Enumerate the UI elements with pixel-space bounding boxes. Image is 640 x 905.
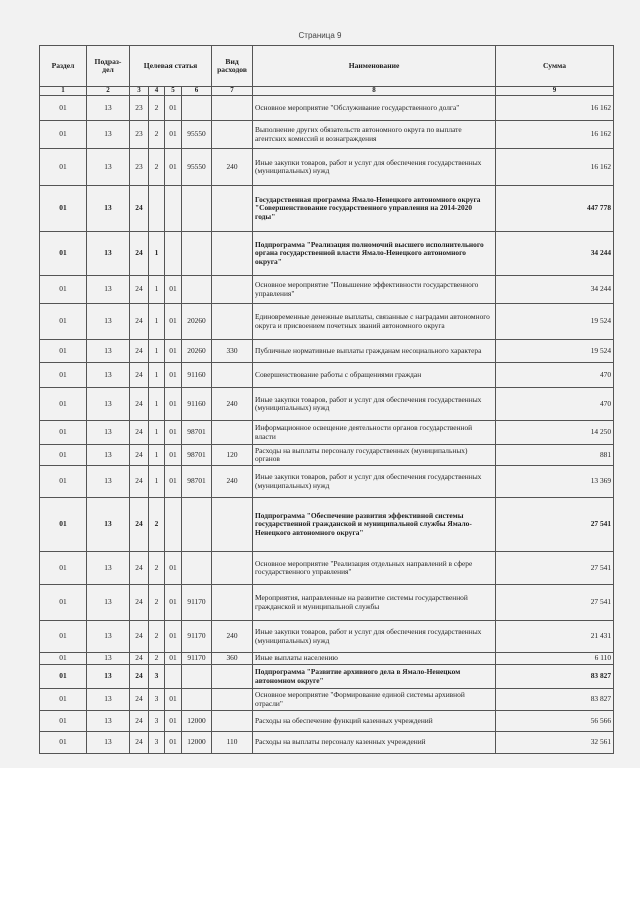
summa-cell: 19 524 bbox=[496, 340, 614, 363]
vid-raskhodov-cell bbox=[212, 585, 253, 621]
tselevaya-part4-cell: 98701 bbox=[182, 466, 212, 498]
tselevaya-part2-cell: 2 bbox=[149, 96, 165, 121]
tselevaya-part4-cell: 12000 bbox=[182, 711, 212, 732]
tselevaya-part2-cell: 2 bbox=[149, 621, 165, 653]
tselevaya-part3-cell: 01 bbox=[165, 445, 182, 466]
tselevaya-part3-cell: 01 bbox=[165, 732, 182, 754]
tselevaya-part1-cell: 24 bbox=[130, 466, 149, 498]
table-row bbox=[40, 621, 614, 653]
tselevaya-part2-cell: 3 bbox=[149, 689, 165, 711]
tselevaya-part3-cell: 01 bbox=[165, 552, 182, 585]
table-row bbox=[40, 232, 614, 276]
summa-cell: 19 524 bbox=[496, 304, 614, 340]
razdel-cell: 01 bbox=[40, 96, 87, 121]
tselevaya-part1-cell: 24 bbox=[130, 498, 149, 552]
tselevaya-part1-cell: 24 bbox=[130, 665, 149, 689]
tselevaya-part3-cell: 01 bbox=[165, 421, 182, 445]
tselevaya-part2-cell: 1 bbox=[149, 363, 165, 388]
vid-raskhodov-cell: 240 bbox=[212, 466, 253, 498]
vid-raskhodov-cell bbox=[212, 121, 253, 149]
vid-raskhodov-cell bbox=[212, 421, 253, 445]
tselevaya-part3-cell: 01 bbox=[165, 711, 182, 732]
razdel-cell: 01 bbox=[40, 445, 87, 466]
naimenovanie-cell: Основное мероприятие "Реализация отдельных направлений в сфере государственного управления" bbox=[253, 552, 496, 585]
naimenovanie-cell: Мероприятия, направленные на развитие системы государственной гражданской и муниципальной службы bbox=[253, 585, 496, 621]
table-row bbox=[40, 585, 614, 621]
table-row bbox=[40, 363, 614, 388]
tselevaya-part1-cell: 24 bbox=[130, 689, 149, 711]
vid-raskhodov-cell bbox=[212, 304, 253, 340]
vid-raskhodov-cell bbox=[212, 232, 253, 276]
tselevaya-part2-cell: 3 bbox=[149, 711, 165, 732]
podrazdel-cell: 13 bbox=[87, 121, 130, 149]
tselevaya-part3-cell: 01 bbox=[165, 689, 182, 711]
tselevaya-part2-cell: 1 bbox=[149, 466, 165, 498]
tselevaya-part1-cell: 24 bbox=[130, 621, 149, 653]
podrazdel-cell: 13 bbox=[87, 498, 130, 552]
column-number: 7 bbox=[212, 87, 253, 96]
tselevaya-part4-cell: 91160 bbox=[182, 363, 212, 388]
podrazdel-cell: 13 bbox=[87, 585, 130, 621]
column-number: 9 bbox=[496, 87, 614, 96]
summa-cell: 470 bbox=[496, 388, 614, 421]
razdel-cell: 01 bbox=[40, 363, 87, 388]
table-row bbox=[40, 689, 614, 711]
podrazdel-cell: 13 bbox=[87, 665, 130, 689]
naimenovanie-cell: Подпрограмма "Обеспечение развития эффективной системы государственной гражданской и муниципальной службы Ямало-Ненецкого автономного округа" bbox=[253, 498, 496, 552]
naimenovanie-cell: Единовременные денежные выплаты, связанные с наградами автономного округа и присвоением почетных званий автономного округа bbox=[253, 304, 496, 340]
tselevaya-part3-cell: 01 bbox=[165, 96, 182, 121]
tselevaya-part3-cell: 01 bbox=[165, 621, 182, 653]
header-razdel: Раздел bbox=[40, 46, 87, 87]
podrazdel-cell: 13 bbox=[87, 552, 130, 585]
razdel-cell: 01 bbox=[40, 621, 87, 653]
naimenovanie-cell: Расходы на обеспечение функций казенных учреждений bbox=[253, 711, 496, 732]
tselevaya-part4-cell bbox=[182, 276, 212, 304]
tselevaya-part3-cell: 01 bbox=[165, 121, 182, 149]
naimenovanie-cell: Государственная программа Ямало-Ненецкого автономного округа "Совершенствование государственного управления на 2014-2020 годы" bbox=[253, 186, 496, 232]
tselevaya-part1-cell: 24 bbox=[130, 711, 149, 732]
tselevaya-part2-cell: 3 bbox=[149, 665, 165, 689]
podrazdel-cell: 13 bbox=[87, 466, 130, 498]
tselevaya-part4-cell: 91170 bbox=[182, 653, 212, 665]
tselevaya-part2-cell bbox=[149, 186, 165, 232]
header-naimenovanie: Наименование bbox=[253, 46, 496, 87]
tselevaya-part4-cell: 98701 bbox=[182, 445, 212, 466]
razdel-cell: 01 bbox=[40, 732, 87, 754]
tselevaya-part2-cell: 2 bbox=[149, 149, 165, 186]
tselevaya-part3-cell: 01 bbox=[165, 388, 182, 421]
tselevaya-part1-cell: 24 bbox=[130, 421, 149, 445]
vid-raskhodov-cell: 240 bbox=[212, 621, 253, 653]
summa-cell: 83 827 bbox=[496, 665, 614, 689]
podrazdel-cell: 13 bbox=[87, 304, 130, 340]
razdel-cell: 01 bbox=[40, 552, 87, 585]
vid-raskhodov-cell bbox=[212, 552, 253, 585]
summa-cell: 83 827 bbox=[496, 689, 614, 711]
tselevaya-part3-cell: 01 bbox=[165, 585, 182, 621]
tselevaya-part2-cell: 1 bbox=[149, 276, 165, 304]
summa-cell: 56 566 bbox=[496, 711, 614, 732]
table-row bbox=[40, 653, 614, 665]
summa-cell: 16 162 bbox=[496, 121, 614, 149]
table-row bbox=[40, 340, 614, 363]
tselevaya-part2-cell: 1 bbox=[149, 232, 165, 276]
tselevaya-part1-cell: 23 bbox=[130, 149, 149, 186]
tselevaya-part4-cell bbox=[182, 96, 212, 121]
column-number: 3 bbox=[130, 87, 149, 96]
naimenovanie-cell: Основное мероприятие "Формирование единой системы архивной отрасли" bbox=[253, 689, 496, 711]
tselevaya-part2-cell: 2 bbox=[149, 121, 165, 149]
tselevaya-part1-cell: 24 bbox=[130, 388, 149, 421]
table-row bbox=[40, 498, 614, 552]
tselevaya-part3-cell: 01 bbox=[165, 149, 182, 186]
summa-cell: 470 bbox=[496, 363, 614, 388]
razdel-cell: 01 bbox=[40, 689, 87, 711]
tselevaya-part3-cell: 01 bbox=[165, 653, 182, 665]
summa-cell: 16 162 bbox=[496, 149, 614, 186]
razdel-cell: 01 bbox=[40, 466, 87, 498]
tselevaya-part1-cell: 24 bbox=[130, 445, 149, 466]
vid-raskhodov-cell bbox=[212, 363, 253, 388]
vid-raskhodov-cell bbox=[212, 689, 253, 711]
tselevaya-part4-cell: 98701 bbox=[182, 421, 212, 445]
summa-cell: 34 244 bbox=[496, 276, 614, 304]
tselevaya-part2-cell: 3 bbox=[149, 732, 165, 754]
tselevaya-part2-cell: 2 bbox=[149, 552, 165, 585]
tselevaya-part2-cell: 2 bbox=[149, 653, 165, 665]
razdel-cell: 01 bbox=[40, 304, 87, 340]
tselevaya-part1-cell: 24 bbox=[130, 552, 149, 585]
summa-cell: 34 244 bbox=[496, 232, 614, 276]
tselevaya-part4-cell bbox=[182, 665, 212, 689]
column-number: 1 bbox=[40, 87, 87, 96]
column-number: 6 bbox=[182, 87, 212, 96]
podrazdel-cell: 13 bbox=[87, 96, 130, 121]
vid-raskhodov-cell: 330 bbox=[212, 340, 253, 363]
tselevaya-part4-cell bbox=[182, 186, 212, 232]
tselevaya-part2-cell: 1 bbox=[149, 340, 165, 363]
vid-raskhodov-cell bbox=[212, 96, 253, 121]
tselevaya-part2-cell: 1 bbox=[149, 421, 165, 445]
summa-cell: 27 541 bbox=[496, 552, 614, 585]
tselevaya-part3-cell bbox=[165, 232, 182, 276]
podrazdel-cell: 13 bbox=[87, 363, 130, 388]
header-tselevaya-statya: Целевая статья bbox=[130, 46, 212, 87]
summa-cell: 16 162 bbox=[496, 96, 614, 121]
razdel-cell: 01 bbox=[40, 498, 87, 552]
tselevaya-part4-cell: 95550 bbox=[182, 149, 212, 186]
podrazdel-cell: 13 bbox=[87, 421, 130, 445]
table-row bbox=[40, 149, 614, 186]
naimenovanie-cell: Расходы на выплаты персоналу казенных учреждений bbox=[253, 732, 496, 754]
tselevaya-part1-cell: 23 bbox=[130, 121, 149, 149]
header-podrazdel: Подраз-дел bbox=[87, 46, 130, 87]
column-number-row bbox=[40, 87, 614, 96]
podrazdel-cell: 13 bbox=[87, 340, 130, 363]
table-row bbox=[40, 121, 614, 149]
naimenovanie-cell: Расходы на выплаты персоналу государственных (муниципальных) органов bbox=[253, 445, 496, 466]
summa-cell: 13 369 bbox=[496, 466, 614, 498]
tselevaya-part3-cell: 01 bbox=[165, 363, 182, 388]
header-summa: Сумма bbox=[496, 46, 614, 87]
podrazdel-cell: 13 bbox=[87, 711, 130, 732]
tselevaya-part3-cell: 01 bbox=[165, 340, 182, 363]
naimenovanie-cell: Основное мероприятие "Повышение эффективности государственного управления" bbox=[253, 276, 496, 304]
razdel-cell: 01 bbox=[40, 186, 87, 232]
tselevaya-part2-cell: 1 bbox=[149, 388, 165, 421]
tselevaya-part4-cell: 91170 bbox=[182, 621, 212, 653]
table-row bbox=[40, 186, 614, 232]
tselevaya-part1-cell: 24 bbox=[130, 304, 149, 340]
summa-cell: 6 110 bbox=[496, 653, 614, 665]
naimenovanie-cell: Основное мероприятие "Обслуживание государственного долга" bbox=[253, 96, 496, 121]
summa-cell: 32 561 bbox=[496, 732, 614, 754]
tselevaya-part1-cell: 24 bbox=[130, 276, 149, 304]
podrazdel-cell: 13 bbox=[87, 445, 130, 466]
tselevaya-part3-cell: 01 bbox=[165, 276, 182, 304]
tselevaya-part3-cell bbox=[165, 498, 182, 552]
page-number: Страница 9 bbox=[298, 31, 342, 40]
naimenovanie-cell: Иные закупки товаров, работ и услуг для обеспечения государственных (муниципальных) нужд bbox=[253, 621, 496, 653]
vid-raskhodov-cell: 360 bbox=[212, 653, 253, 665]
razdel-cell: 01 bbox=[40, 149, 87, 186]
table-row bbox=[40, 304, 614, 340]
razdel-cell: 01 bbox=[40, 121, 87, 149]
podrazdel-cell: 13 bbox=[87, 653, 130, 665]
budget-table bbox=[39, 45, 614, 754]
razdel-cell: 01 bbox=[40, 711, 87, 732]
table-row bbox=[40, 96, 614, 121]
tselevaya-part4-cell bbox=[182, 498, 212, 552]
tselevaya-part4-cell bbox=[182, 689, 212, 711]
razdel-cell: 01 bbox=[40, 653, 87, 665]
tselevaya-part4-cell: 91170 bbox=[182, 585, 212, 621]
tselevaya-part1-cell: 24 bbox=[130, 732, 149, 754]
tselevaya-part4-cell: 20260 bbox=[182, 340, 212, 363]
tselevaya-part2-cell: 1 bbox=[149, 445, 165, 466]
tselevaya-part4-cell: 91160 bbox=[182, 388, 212, 421]
naimenovanie-cell: Информационное освещение деятельности органов государственной власти bbox=[253, 421, 496, 445]
tselevaya-part1-cell: 24 bbox=[130, 653, 149, 665]
tselevaya-part4-cell: 95550 bbox=[182, 121, 212, 149]
podrazdel-cell: 13 bbox=[87, 388, 130, 421]
summa-cell: 27 541 bbox=[496, 498, 614, 552]
tselevaya-part4-cell: 20260 bbox=[182, 304, 212, 340]
tselevaya-part3-cell bbox=[165, 186, 182, 232]
podrazdel-cell: 13 bbox=[87, 186, 130, 232]
podrazdel-cell: 13 bbox=[87, 689, 130, 711]
tselevaya-part1-cell: 24 bbox=[130, 186, 149, 232]
naimenovanie-cell: Подпрограмма "Развитие архивного дела в Ямало-Ненецком автономном округе" bbox=[253, 665, 496, 689]
razdel-cell: 01 bbox=[40, 276, 87, 304]
tselevaya-part2-cell: 2 bbox=[149, 585, 165, 621]
tselevaya-part3-cell bbox=[165, 665, 182, 689]
naimenovanie-cell: Публичные нормативные выплаты гражданам несоциального характера bbox=[253, 340, 496, 363]
vid-raskhodov-cell: 110 bbox=[212, 732, 253, 754]
podrazdel-cell: 13 bbox=[87, 232, 130, 276]
vid-raskhodov-cell bbox=[212, 498, 253, 552]
tselevaya-part1-cell: 24 bbox=[130, 232, 149, 276]
column-number: 8 bbox=[253, 87, 496, 96]
table-row bbox=[40, 665, 614, 689]
tselevaya-part1-cell: 23 bbox=[130, 96, 149, 121]
razdel-cell: 01 bbox=[40, 232, 87, 276]
naimenovanie-cell: Подпрограмма "Реализация полномочий высшего исполнительного органа государственной власти Ямало-Ненецкого автономного округа" bbox=[253, 232, 496, 276]
table-row bbox=[40, 732, 614, 754]
vid-raskhodov-cell: 240 bbox=[212, 149, 253, 186]
table-row bbox=[40, 421, 614, 445]
summa-cell: 881 bbox=[496, 445, 614, 466]
naimenovanie-cell: Иные закупки товаров, работ и услуг для обеспечения государственных (муниципальных) нужд bbox=[253, 149, 496, 186]
table-row bbox=[40, 466, 614, 498]
vid-raskhodov-cell bbox=[212, 665, 253, 689]
table-row bbox=[40, 711, 614, 732]
tselevaya-part2-cell: 2 bbox=[149, 498, 165, 552]
vid-raskhodov-cell bbox=[212, 186, 253, 232]
naimenovanie-cell: Иные закупки товаров, работ и услуг для обеспечения государственных (муниципальных) нужд bbox=[253, 466, 496, 498]
tselevaya-part3-cell: 01 bbox=[165, 304, 182, 340]
razdel-cell: 01 bbox=[40, 388, 87, 421]
table-row bbox=[40, 552, 614, 585]
naimenovanie-cell: Совершенствование работы с обращениями граждан bbox=[253, 363, 496, 388]
podrazdel-cell: 13 bbox=[87, 732, 130, 754]
table-row bbox=[40, 388, 614, 421]
tselevaya-part4-cell bbox=[182, 552, 212, 585]
vid-raskhodov-cell: 240 bbox=[212, 388, 253, 421]
tselevaya-part4-cell bbox=[182, 232, 212, 276]
razdel-cell: 01 bbox=[40, 421, 87, 445]
tselevaya-part2-cell: 1 bbox=[149, 304, 165, 340]
summa-cell: 27 541 bbox=[496, 585, 614, 621]
tselevaya-part1-cell: 24 bbox=[130, 363, 149, 388]
vid-raskhodov-cell bbox=[212, 711, 253, 732]
vid-raskhodov-cell: 120 bbox=[212, 445, 253, 466]
razdel-cell: 01 bbox=[40, 665, 87, 689]
naimenovanie-cell: Иные выплаты населению bbox=[253, 653, 496, 665]
razdel-cell: 01 bbox=[40, 340, 87, 363]
column-number: 4 bbox=[149, 87, 165, 96]
podrazdel-cell: 13 bbox=[87, 276, 130, 304]
column-number: 5 bbox=[165, 87, 182, 96]
podrazdel-cell: 13 bbox=[87, 149, 130, 186]
naimenovanie-cell: Выполнение других обязательств автономного округа по выплате агентских комиссий и вознаграждения bbox=[253, 121, 496, 149]
naimenovanie-cell: Иные закупки товаров, работ и услуг для обеспечения государственных (муниципальных) нужд bbox=[253, 388, 496, 421]
tselevaya-part4-cell: 12000 bbox=[182, 732, 212, 754]
tselevaya-part1-cell: 24 bbox=[130, 340, 149, 363]
tselevaya-part3-cell: 01 bbox=[165, 466, 182, 498]
column-number: 2 bbox=[87, 87, 130, 96]
summa-cell: 21 431 bbox=[496, 621, 614, 653]
header-vid-raskhodov: Вид расходов bbox=[212, 46, 253, 87]
table-row bbox=[40, 445, 614, 466]
summa-cell: 14 250 bbox=[496, 421, 614, 445]
summa-cell: 447 778 bbox=[496, 186, 614, 232]
table-row bbox=[40, 276, 614, 304]
tselevaya-part1-cell: 24 bbox=[130, 585, 149, 621]
vid-raskhodov-cell bbox=[212, 276, 253, 304]
razdel-cell: 01 bbox=[40, 585, 87, 621]
podrazdel-cell: 13 bbox=[87, 621, 130, 653]
header-row bbox=[40, 46, 614, 87]
